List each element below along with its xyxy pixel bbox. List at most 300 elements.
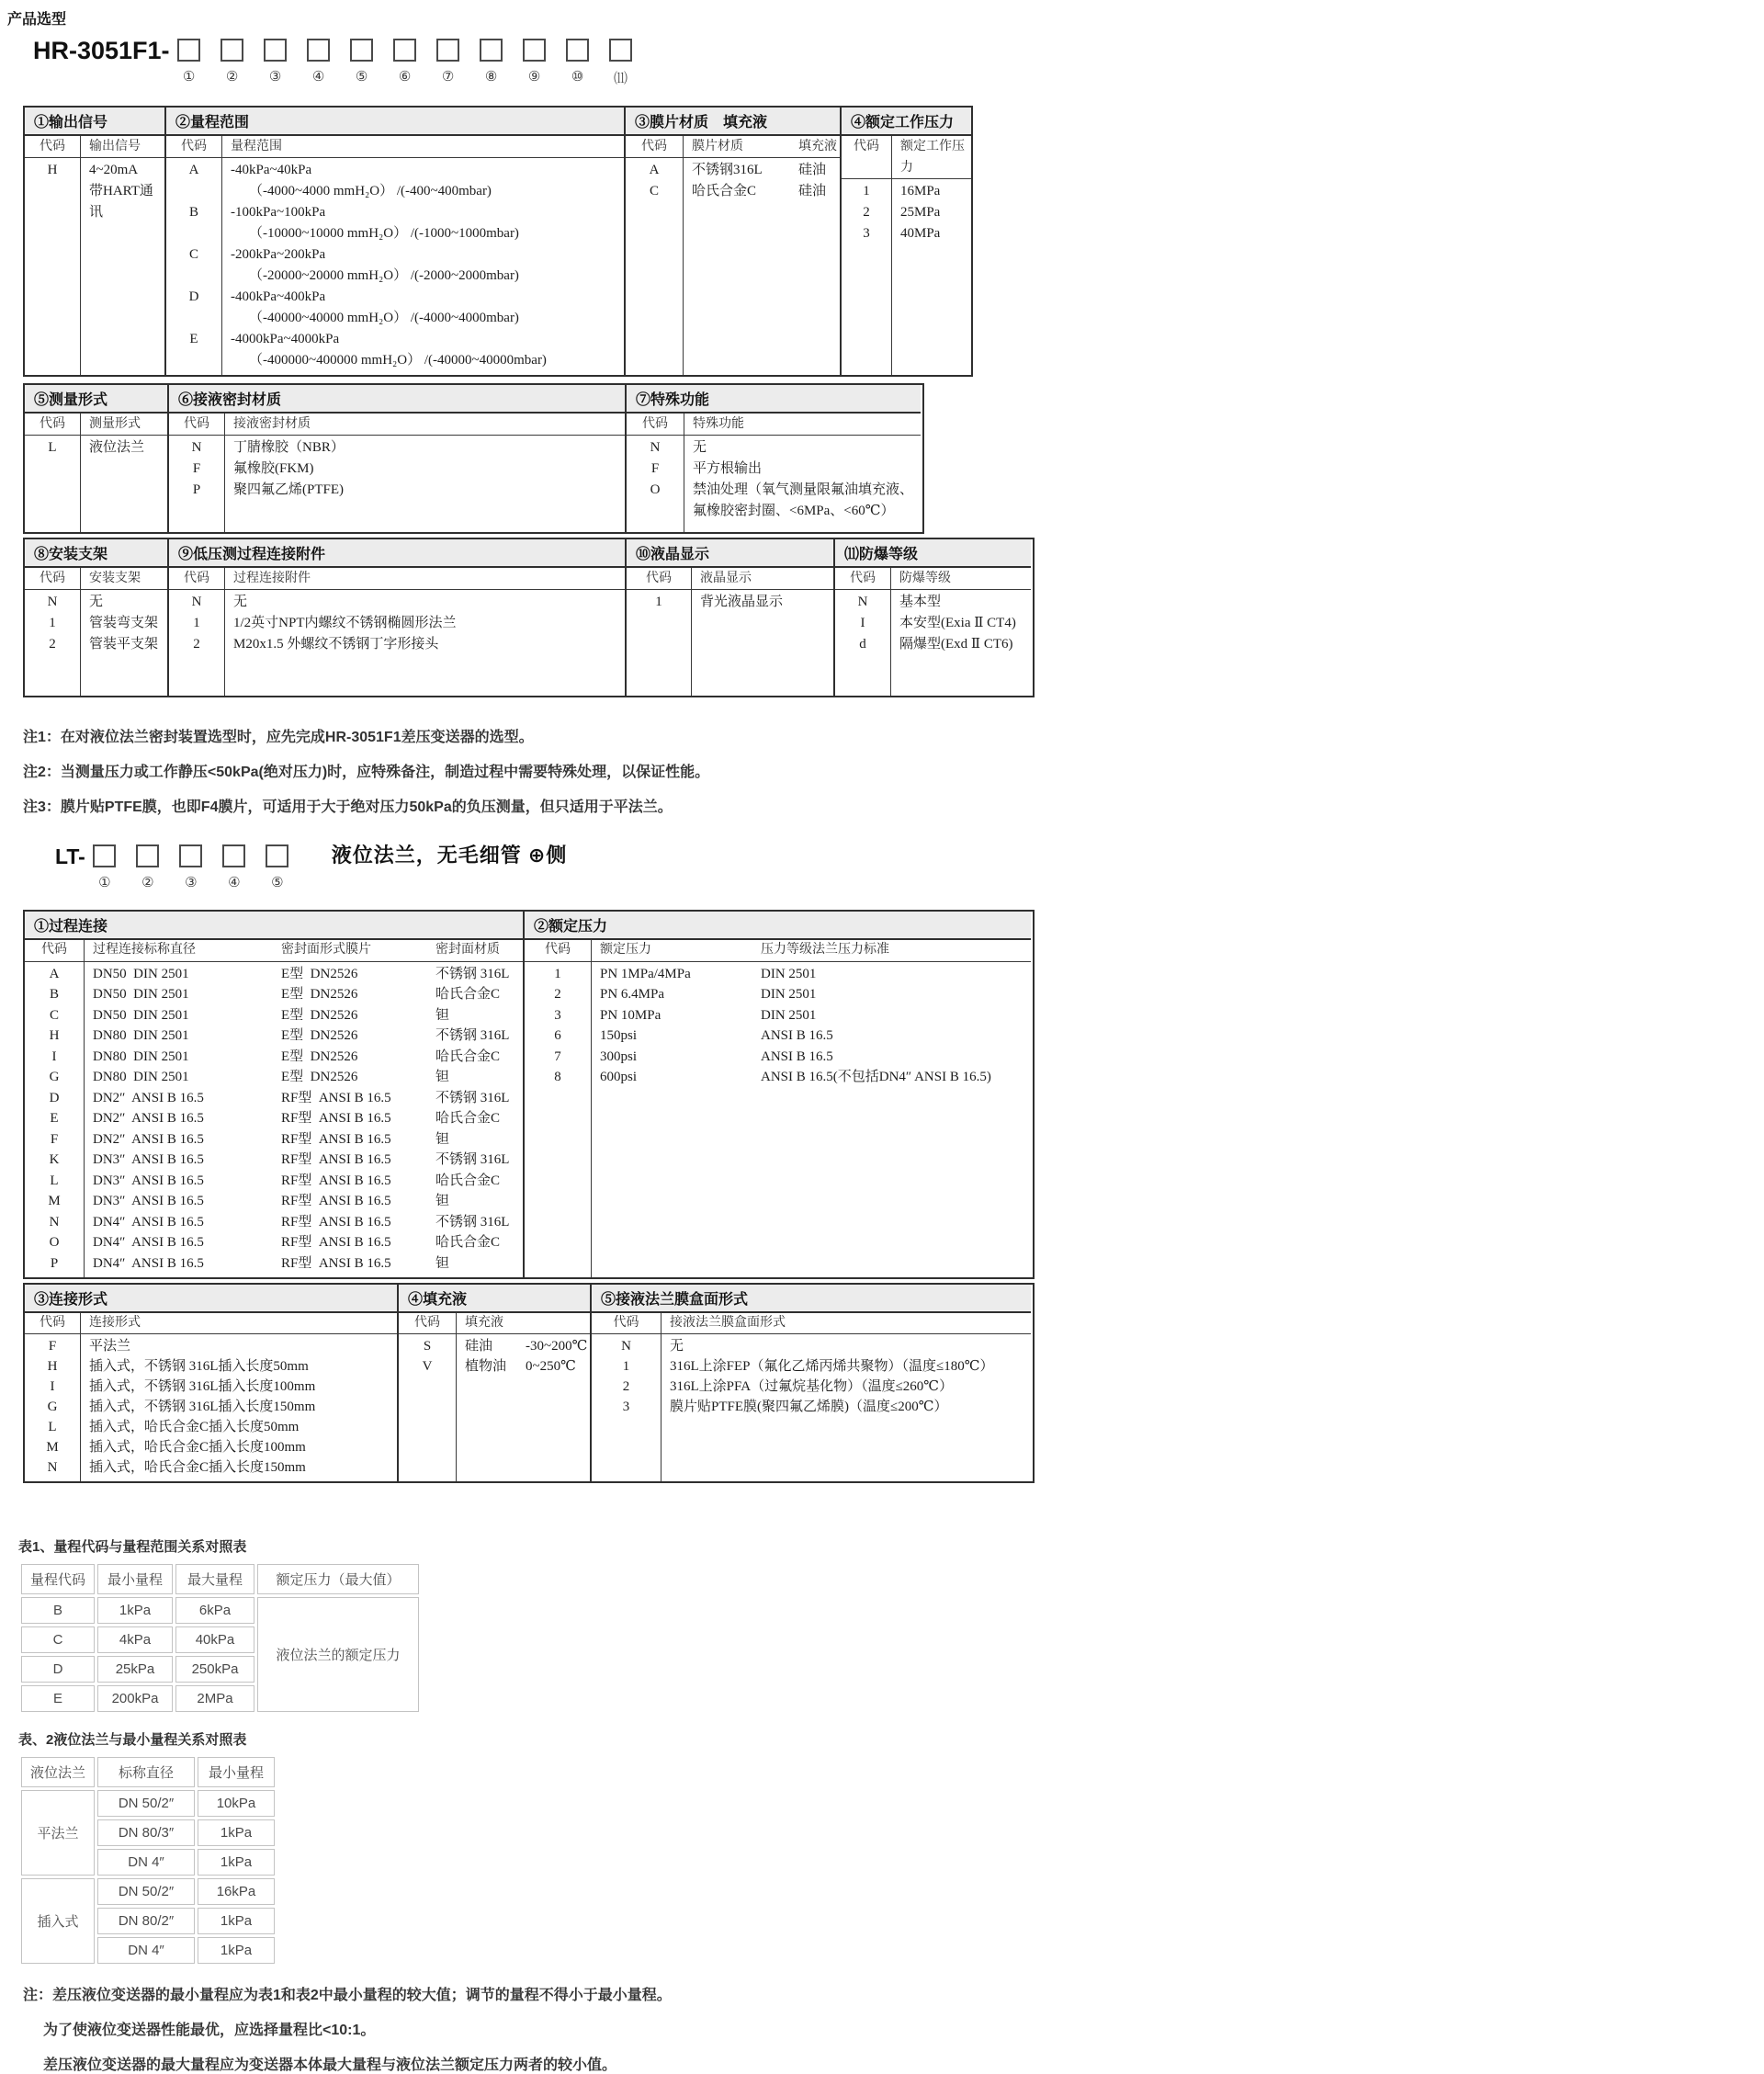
code-cell: N bbox=[191, 595, 202, 609]
table-row bbox=[626, 181, 840, 202]
table-row bbox=[25, 1005, 523, 1026]
value-cell: 哈氏合金C 硅油 bbox=[692, 184, 827, 198]
table-row bbox=[525, 1067, 1031, 1088]
section-wetted-seal-material bbox=[167, 385, 625, 532]
position-number: ⑤ bbox=[271, 876, 284, 890]
table-row bbox=[627, 459, 921, 480]
table-row bbox=[842, 181, 971, 202]
section-rated-pressure bbox=[523, 912, 1031, 1277]
section-title: ⑾防爆等级 bbox=[835, 539, 1031, 568]
table-row bbox=[166, 160, 624, 202]
value-cell: 150psi ANSI B 16.5 bbox=[600, 1028, 833, 1043]
column-headers: 代码 特殊功能 bbox=[627, 414, 921, 436]
code-cell: E bbox=[189, 332, 198, 346]
table-row bbox=[25, 634, 167, 655]
model-slot bbox=[523, 39, 547, 87]
note-line: 差压液位变送器的最大量程应为变送器本体最大量程与液位法兰额定压力两者的较小值。 bbox=[43, 2057, 617, 2073]
value-cell: 316L上涂FEP（氟化乙烯丙烯共聚物）（温度≤180℃） bbox=[670, 1359, 994, 1374]
table-header-row bbox=[21, 1564, 419, 1594]
col-header: 额定压力（最大值） bbox=[257, 1564, 419, 1594]
page-title: 产品选型 bbox=[7, 12, 67, 28]
value-cell: 无 bbox=[693, 440, 707, 455]
model-slot bbox=[393, 39, 417, 87]
table-row: D 25kPa 250kPa bbox=[21, 1656, 419, 1683]
value-cell: DN3″ ANSI B 16.5 RF型 ANSI B 16.5 钽 bbox=[93, 1194, 450, 1208]
value-cell: 插入式，哈氏合金C插入长度50mm bbox=[89, 1420, 300, 1434]
code-cell: L bbox=[50, 1173, 59, 1188]
code-cell: N bbox=[47, 1460, 58, 1475]
position-number: ⑩ bbox=[571, 70, 584, 85]
value-cell: 25MPa bbox=[900, 205, 941, 220]
note-line: 注：差压液位变送器的最小量程应为表1和表2中最小量程的较大值；调节的量程不得小于最小量程。 bbox=[23, 1988, 672, 2003]
table-row bbox=[25, 437, 167, 459]
model-slot bbox=[609, 39, 633, 87]
position-number: ③ bbox=[185, 876, 198, 890]
position-number: ② bbox=[225, 70, 239, 85]
position-number: ① bbox=[182, 70, 196, 85]
section-title: ⑨低压测过程连接附件 bbox=[169, 539, 625, 568]
code-cell: 7 bbox=[554, 1048, 561, 1064]
selection-checkbox bbox=[179, 844, 202, 867]
selection-table-band-3 bbox=[23, 538, 1035, 697]
position-number: ⑤ bbox=[355, 70, 368, 85]
section-title: ③连接形式 bbox=[25, 1285, 397, 1313]
code-cell: S bbox=[423, 1339, 432, 1354]
value-cell: 4~20mA 带HART通讯 bbox=[89, 163, 153, 220]
section-title: ⑥接液密封材质 bbox=[169, 385, 625, 414]
section-mounting-bracket bbox=[25, 539, 167, 696]
table-row bbox=[592, 1336, 1031, 1356]
value-cell: 禁油处理（氧气测量限氟油填充液、 氟橡胶密封圈、<6MPa、<60℃） bbox=[693, 482, 914, 518]
value-cell: DN2″ ANSI B 16.5 RF型 ANSI B 16.5 不锈钢 316L bbox=[93, 1090, 510, 1105]
table-row bbox=[842, 202, 971, 223]
table-row: 插入式 DN 50/2″ 16kPa bbox=[21, 1878, 275, 1905]
note-line: 注1：在对液位法兰密封装置选型时，应先完成HR-3051F1差压变送器的选型。 bbox=[23, 730, 534, 745]
table-row bbox=[166, 329, 624, 371]
group-cell: 平法兰 bbox=[21, 1790, 95, 1876]
col-header: 量程代码 bbox=[21, 1564, 95, 1594]
value-cell: PN 1MPa/4MPa DIN 2501 bbox=[600, 966, 817, 981]
selection-checkbox bbox=[177, 39, 200, 62]
code-cell: D bbox=[49, 1090, 60, 1105]
table2-title: 表、2液位法兰与最小量程关系对照表 bbox=[18, 1732, 247, 1748]
model-slot bbox=[220, 39, 244, 87]
code-cell: A bbox=[649, 163, 660, 177]
position-number: ② bbox=[141, 876, 154, 890]
code-cell: E bbox=[50, 1111, 59, 1126]
code-cell: N bbox=[650, 440, 661, 455]
code-cell: N bbox=[857, 595, 868, 609]
value-cell: 背光液晶显示 bbox=[700, 595, 784, 609]
section-process-connection bbox=[25, 912, 523, 1277]
table-row: E 200kPa 2MPa bbox=[21, 1685, 419, 1712]
section-explosion-proof bbox=[833, 539, 1031, 696]
table-row bbox=[25, 1356, 397, 1377]
code-cell: 3 bbox=[554, 1007, 561, 1023]
code-cell: 2 bbox=[863, 205, 870, 220]
position-number: ③ bbox=[268, 70, 282, 85]
table-row bbox=[592, 1377, 1031, 1397]
code-cell: C bbox=[188, 247, 198, 262]
table-row bbox=[25, 160, 164, 223]
table-row bbox=[399, 1356, 590, 1377]
section-title: ⑦特殊功能 bbox=[627, 385, 921, 414]
code-cell: 1 bbox=[49, 616, 56, 630]
code-cell: D bbox=[188, 289, 199, 304]
code-cell: A bbox=[49, 966, 60, 981]
value-cell: 管装弯支架 bbox=[89, 616, 159, 630]
table-row bbox=[25, 1377, 397, 1397]
code-cell: 1 bbox=[554, 966, 561, 981]
position-number: ⑾ bbox=[614, 72, 628, 86]
section-diaphragm-material bbox=[624, 108, 840, 375]
code-cell: F bbox=[50, 1131, 59, 1147]
code-cell: H bbox=[47, 1359, 58, 1374]
code-cell: G bbox=[47, 1400, 58, 1414]
table-row bbox=[627, 592, 833, 613]
value-cell: 平方根输出 bbox=[693, 461, 763, 476]
value-cell: DN2″ ANSI B 16.5 RF型 ANSI B 16.5 钽 bbox=[93, 1131, 450, 1147]
value-cell: 插入式，哈氏合金C插入长度150mm bbox=[89, 1460, 306, 1475]
section-special-function bbox=[625, 385, 921, 532]
code-cell: B bbox=[49, 987, 59, 1002]
table-row bbox=[169, 459, 625, 480]
code-cell: 2 bbox=[622, 1379, 630, 1394]
code-cell: C bbox=[649, 184, 659, 198]
model-prefix: HR-3051F1- bbox=[33, 37, 170, 64]
column-headers: 代码 额定压力 压力等级法兰压力标准 bbox=[525, 940, 1031, 962]
code-cell: F bbox=[650, 461, 660, 476]
value-cell: 插入式，不锈钢 316L插入长度100mm bbox=[89, 1379, 316, 1394]
selection-checkbox bbox=[220, 39, 243, 62]
value-cell: DN50 DIN 2501 E型 DN2526 不锈钢 316L bbox=[93, 966, 510, 981]
position-number: ⑨ bbox=[527, 70, 541, 85]
table1-title: 表1、量程代码与量程范围关系对照表 bbox=[18, 1539, 247, 1555]
table-row: 平法兰 DN 50/2″ 10kPa bbox=[21, 1790, 275, 1817]
table-row bbox=[169, 480, 625, 501]
section-title: ④填充液 bbox=[399, 1285, 590, 1313]
column-headers: 代码 接液法兰膜盒面形式 bbox=[592, 1313, 1031, 1334]
value-cell: -100kPa~100kPa （-10000~10000 mmH₂O） /(-1000~1000mbar) bbox=[231, 205, 519, 241]
code-cell: 6 bbox=[554, 1028, 561, 1043]
selection-checkbox bbox=[566, 39, 589, 62]
value-cell: 1/2英寸NPT内螺纹不锈钢椭圆形法兰 bbox=[233, 616, 457, 630]
col-header: 最大量程 bbox=[175, 1564, 254, 1594]
table-row bbox=[525, 984, 1031, 1005]
lt-code-strip bbox=[55, 844, 1764, 891]
position-number: ① bbox=[98, 876, 111, 890]
section-title: ②量程范围 bbox=[166, 108, 624, 136]
value-cell: DN2″ ANSI B 16.5 RF型 ANSI B 16.5 哈氏合金C bbox=[93, 1111, 501, 1126]
note-line: 注3：膜片贴PTFE膜，也即F4膜片，可适用于大于绝对压力50kPa的负压测量，但只适用于平法兰。 bbox=[23, 799, 673, 815]
table-row bbox=[25, 1129, 523, 1150]
lt-slot bbox=[266, 844, 289, 891]
column-headers: 代码 连接形式 bbox=[25, 1313, 397, 1334]
code-cell: M bbox=[48, 1194, 61, 1208]
section-title: ④额定工作压力 bbox=[842, 108, 971, 136]
section-fill-liquid bbox=[397, 1285, 590, 1481]
table-row bbox=[25, 1171, 523, 1192]
position-number: ⑧ bbox=[484, 70, 498, 85]
table-row bbox=[25, 1026, 523, 1047]
table-row bbox=[166, 287, 624, 329]
code-cell: 2 bbox=[49, 637, 56, 652]
value-cell: 基本型 bbox=[899, 595, 942, 609]
code-cell: 1 bbox=[655, 595, 662, 609]
table-row bbox=[25, 592, 167, 613]
column-headers: 代码 输出信号 bbox=[25, 136, 164, 158]
column-headers: 代码 防爆等级 bbox=[835, 568, 1031, 590]
value-cell: 无 bbox=[670, 1339, 684, 1354]
code-cell: N bbox=[621, 1339, 631, 1354]
value-cell: -400kPa~400kPa （-40000~40000 mmH₂O） /(-4000~4000mbar) bbox=[231, 289, 519, 325]
value-cell: M20x1.5 外螺纹不锈钢丁字形接头 bbox=[233, 637, 439, 652]
table-row bbox=[525, 1005, 1031, 1026]
value-cell: -4000kPa~4000kPa （-400000~400000 mmH₂O） /(-40000~40000mbar) bbox=[231, 332, 547, 368]
section-flange-face-form bbox=[590, 1285, 1031, 1481]
value-cell: DN80 DIN 2501 E型 DN2526 不锈钢 316L bbox=[93, 1028, 510, 1043]
value-cell: 无 bbox=[89, 595, 104, 609]
note-line: 注2：当测量压力或工作静压<50kPa(绝对压力)时，应特殊备注，制造过程中需要特殊处理，以保证性能。 bbox=[23, 765, 710, 780]
col-header: 标称直径 bbox=[97, 1757, 195, 1787]
code-cell: I bbox=[860, 616, 865, 630]
lt-position-slots bbox=[93, 844, 289, 891]
code-cell: I bbox=[51, 1048, 57, 1064]
value-cell: DN80 DIN 2501 E型 DN2526 哈氏合金C bbox=[93, 1048, 501, 1064]
column-headers: 代码 膜片材质 填充液 bbox=[626, 136, 840, 158]
code-cell: 3 bbox=[622, 1400, 630, 1414]
table-row bbox=[627, 437, 921, 459]
value-cell: 600psi ANSI B 16.5(不包括DN4″ ANSI B 16.5) bbox=[600, 1070, 991, 1084]
code-cell: 3 bbox=[863, 226, 870, 241]
table-row: C 4kPa 40kPa bbox=[21, 1626, 419, 1653]
code-cell: 2 bbox=[193, 637, 200, 652]
model-slot bbox=[264, 39, 288, 87]
section-connection-form bbox=[25, 1285, 397, 1481]
code-cell: P bbox=[192, 482, 201, 497]
value-cell: PN 6.4MPa DIN 2501 bbox=[600, 987, 817, 1002]
section-measure-form bbox=[25, 385, 167, 532]
table-row bbox=[25, 1191, 523, 1212]
value-cell: 平法兰 bbox=[89, 1339, 131, 1354]
code-cell: O bbox=[49, 1235, 60, 1250]
value-cell: 管装平支架 bbox=[89, 637, 159, 652]
bottom-notes bbox=[23, 1983, 1764, 2074]
code-cell: A bbox=[188, 163, 199, 177]
selection-checkbox bbox=[523, 39, 546, 62]
column-headers: 代码 测量形式 bbox=[25, 414, 167, 436]
lt-slot bbox=[136, 844, 160, 891]
code-cell: G bbox=[49, 1070, 60, 1084]
table-row bbox=[25, 1253, 523, 1275]
value-cell: 隔爆型(Exd Ⅱ CT6) bbox=[899, 637, 1013, 652]
selection-checkbox bbox=[222, 844, 245, 867]
lt-slot bbox=[222, 844, 246, 891]
position-number: ④ bbox=[228, 876, 241, 890]
table-row bbox=[25, 1088, 523, 1109]
table-row bbox=[25, 1150, 523, 1171]
value-cell: 植物油 0~250℃ bbox=[465, 1359, 576, 1374]
value-cell: 氟橡胶(FKM) bbox=[233, 461, 314, 476]
value-cell: 300psi ANSI B 16.5 bbox=[600, 1048, 833, 1064]
value-cell: DN3″ ANSI B 16.5 RF型 ANSI B 16.5 哈氏合金C bbox=[93, 1173, 501, 1188]
code-cell: H bbox=[49, 1028, 60, 1043]
table-row bbox=[626, 160, 840, 181]
value-cell: -40kPa~40kPa （-4000~4000 mmH₂O） /(-400~400mbar) bbox=[231, 163, 492, 198]
selection-checkbox bbox=[480, 39, 503, 62]
value-cell: DN50 DIN 2501 E型 DN2526 钽 bbox=[93, 1007, 450, 1023]
section-title: ③膜片材质 填充液 bbox=[626, 108, 840, 136]
code-cell: d bbox=[859, 637, 866, 652]
value-cell: 膜片贴PTFE膜(聚四氟乙烯膜)（温度≤200℃） bbox=[670, 1400, 948, 1414]
selection-checkbox bbox=[609, 39, 632, 62]
table-row bbox=[525, 1026, 1031, 1047]
code-cell: P bbox=[50, 1255, 59, 1271]
table-row: B 1kPa 6kPa 液位法兰的额定压力 bbox=[21, 1597, 419, 1624]
lt-table-band-2 bbox=[23, 1283, 1035, 1483]
range-code-table bbox=[18, 1561, 422, 1715]
selection-checkbox bbox=[136, 844, 159, 867]
selection-checkbox bbox=[93, 844, 116, 867]
value-cell: -200kPa~200kPa （-20000~20000 mmH₂O） /(-2000~2000mbar) bbox=[231, 247, 519, 283]
table-row bbox=[166, 244, 624, 287]
code-cell: 8 bbox=[554, 1070, 561, 1084]
value-cell: DN80 DIN 2501 E型 DN2526 钽 bbox=[93, 1070, 450, 1084]
code-cell: L bbox=[48, 1420, 57, 1434]
value-cell: DN3″ ANSI B 16.5 RF型 ANSI B 16.5 不锈钢 316L bbox=[93, 1152, 510, 1167]
selection-checkbox bbox=[350, 39, 373, 62]
table-row: DN 80/3″ 1kPa bbox=[21, 1819, 275, 1846]
code-cell: C bbox=[49, 1007, 59, 1023]
col-header: 最小量程 bbox=[198, 1757, 275, 1787]
section-title: ②额定压力 bbox=[525, 912, 1031, 940]
section-output-signal bbox=[25, 108, 164, 375]
col-header: 最小量程 bbox=[97, 1564, 173, 1594]
selection-checkbox bbox=[264, 39, 287, 62]
note-line: 为了使液位变送器性能最优，应选择量程比<10:1。 bbox=[43, 2023, 376, 2038]
model-code-strip bbox=[33, 38, 1764, 87]
table-row bbox=[25, 984, 523, 1005]
table-row bbox=[25, 1336, 397, 1356]
lt-table-band-1 bbox=[23, 910, 1035, 1279]
column-headers: 代码 额定工作压力 bbox=[842, 136, 971, 179]
code-cell: 1 bbox=[863, 184, 870, 198]
table-header-row bbox=[21, 1757, 275, 1787]
selection-notes bbox=[23, 725, 1764, 816]
section-title: ⑤测量形式 bbox=[25, 385, 167, 414]
value-cell: 本安型(Exia Ⅱ CT4) bbox=[899, 616, 1016, 630]
column-headers: 代码 液晶显示 bbox=[627, 568, 833, 590]
table-row bbox=[399, 1336, 590, 1356]
value-cell: DN4″ ANSI B 16.5 RF型 ANSI B 16.5 不锈钢 316L bbox=[93, 1214, 510, 1230]
lt-slot bbox=[179, 844, 203, 891]
model-slot bbox=[350, 39, 374, 87]
section-lcd-display bbox=[625, 539, 833, 696]
group-cell: 插入式 bbox=[21, 1878, 95, 1964]
column-headers: 代码 量程范围 bbox=[166, 136, 624, 158]
value-cell: 40MPa bbox=[900, 226, 941, 241]
table-row bbox=[166, 202, 624, 244]
table-row bbox=[25, 1047, 523, 1068]
model-slot bbox=[480, 39, 503, 87]
model-slot bbox=[566, 39, 590, 87]
col-header: 液位法兰 bbox=[21, 1757, 95, 1787]
code-cell: 2 bbox=[554, 987, 561, 1002]
table-row: DN 80/2″ 1kPa bbox=[21, 1908, 275, 1934]
table-row bbox=[25, 964, 523, 985]
table-row bbox=[169, 613, 625, 634]
value-cell: PN 10MPa DIN 2501 bbox=[600, 1007, 817, 1023]
code-cell: L bbox=[48, 440, 57, 455]
table-row: DN 4″ 1kPa bbox=[21, 1937, 275, 1964]
value-cell: 丁腈橡胶（NBR） bbox=[233, 440, 345, 455]
section-title: ①过程连接 bbox=[25, 912, 523, 940]
model-slot bbox=[436, 39, 460, 87]
code-cell: N bbox=[47, 595, 58, 609]
table-row bbox=[25, 1437, 397, 1457]
code-cell: I bbox=[50, 1379, 55, 1394]
table-row bbox=[25, 1397, 397, 1417]
selection-checkbox bbox=[393, 39, 416, 62]
code-cell: V bbox=[422, 1359, 433, 1374]
code-cell: 1 bbox=[622, 1359, 630, 1374]
selection-table-band-2 bbox=[23, 383, 924, 534]
section-title: ①输出信号 bbox=[25, 108, 164, 136]
lt-slot bbox=[93, 844, 117, 891]
table-row bbox=[627, 480, 921, 522]
value-cell: 插入式，不锈钢 316L插入长度50mm bbox=[89, 1359, 309, 1374]
table-row bbox=[592, 1397, 1031, 1417]
table-row bbox=[835, 613, 1031, 634]
model-position-slots bbox=[177, 38, 633, 87]
product-selection-document bbox=[0, 7, 1764, 2073]
code-cell: F bbox=[48, 1339, 57, 1354]
table-row bbox=[25, 1212, 523, 1233]
selection-checkbox bbox=[436, 39, 459, 62]
merged-cell: 液位法兰的额定压力 bbox=[257, 1597, 419, 1712]
model-slot bbox=[307, 39, 331, 87]
code-cell: 1 bbox=[193, 616, 200, 630]
value-cell: DN4″ ANSI B 16.5 RF型 ANSI B 16.5 钽 bbox=[93, 1255, 450, 1271]
table-row bbox=[592, 1356, 1031, 1377]
code-cell: N bbox=[191, 440, 202, 455]
code-cell: O bbox=[650, 482, 661, 497]
column-headers: 代码 填充液 bbox=[399, 1313, 590, 1334]
selection-checkbox bbox=[266, 844, 288, 867]
value-cell: 不锈钢316L 硅油 bbox=[692, 163, 827, 177]
section-range bbox=[164, 108, 624, 375]
section-working-pressure bbox=[840, 108, 971, 375]
table-row bbox=[25, 1232, 523, 1253]
table-row bbox=[835, 592, 1031, 613]
column-headers: 代码 过程连接附件 bbox=[169, 568, 625, 590]
code-cell: M bbox=[46, 1440, 59, 1455]
table-row bbox=[835, 634, 1031, 655]
table-row bbox=[169, 592, 625, 613]
selection-table-band-1 bbox=[23, 106, 973, 377]
code-cell: F bbox=[192, 461, 201, 476]
table-row bbox=[169, 437, 625, 459]
model-slot bbox=[177, 39, 201, 87]
lt-caption: 液位法兰，无毛细管 ⊕侧 bbox=[331, 844, 568, 867]
code-cell: N bbox=[49, 1214, 60, 1230]
table-row: DN 4″ 1kPa bbox=[21, 1849, 275, 1876]
table-row bbox=[842, 223, 971, 244]
section-process-connection-accessory bbox=[167, 539, 625, 696]
selection-checkbox bbox=[307, 39, 330, 62]
position-number: ⑥ bbox=[398, 70, 412, 85]
section-title: ⑧安装支架 bbox=[25, 539, 167, 568]
